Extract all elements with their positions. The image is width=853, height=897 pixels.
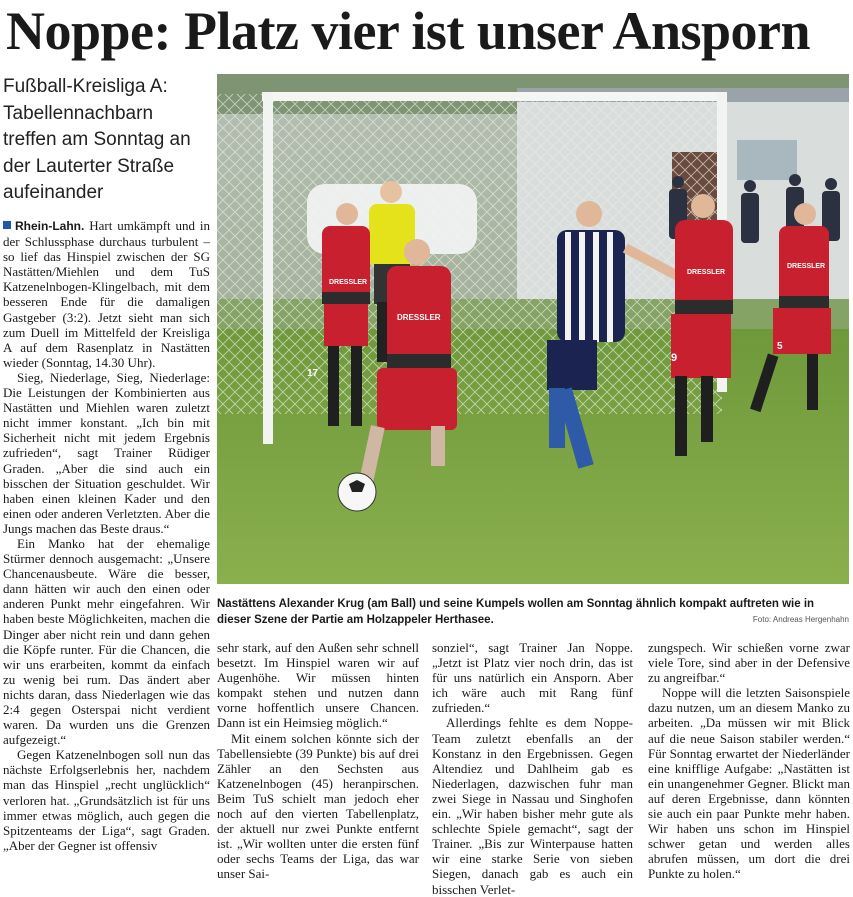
blue-square-icon bbox=[3, 221, 11, 229]
dateline: Rhein-Lahn. bbox=[3, 219, 84, 233]
svg-text:DRESSLER: DRESSLER bbox=[787, 263, 826, 270]
photo-credit: Foto: Andreas Hergenhahn bbox=[752, 615, 849, 624]
paragraph: Sieg, Niederlage, Sieg, Niederlage: Die Leistungen der Kombinierten aus Nastätten und Miehlen waren zuletzt nicht immer konstant. „Ich bin mit Sicherheit nicht mit jedem Ergebnis zufrieden“, sagt Trainer Rüdiger Graden. „Aber die sind auch ein bisschen der Situation geschuldet. Wir haben einen kleinen Kader und den einen oder anderen Verletzten. Aber die Jungs machen das Beste draus.“ bbox=[3, 369, 210, 536]
photo-caption: Nastättens Alexander Krug (am Ball) und seine Kumpels wollen am Sonntag ähnlich kompakt auftreten wie in dieser Szene der Partie am Holzappeler Herthasee. Foto: Andreas Hergenhahn bbox=[217, 598, 849, 626]
article-column-1 bbox=[3, 218, 210, 853]
paragraph: Noppe will die letzten Saisonspiele dazu nutzen, um an diesem Manko zu arbeiten. „Da müssen wir mit Blick auf die neue Saison stabiler werden.“ Für Sonntag erwartet der Niederländer eine knifflige Aufgabe: „Nastätten ist ein unangenehmer Gegner. Blickt man auf deren Ergebnisse, dann könnten sie auch ein paar Punkte mehr haben. Wir haben uns schon im Hinspiel schwer getan und werden alles abrufen müssen, um dort die drei Punkte zu holen.“ bbox=[648, 685, 850, 882]
paragraph: sonziel“, sagt Trainer Jan Noppe. „Jetzt ist Platz vier noch drin, das ist für uns natürlich ein Ansporn. Aber ich wäre auch mit Rang fünf zufrieden.“ bbox=[432, 640, 633, 716]
paragraph: zungspech. Wir schießen vorne zwar viele Tore, sind aber in der Defensive zu angreifbar.“ bbox=[648, 640, 850, 686]
paragraph: Ein Manko hat der ehemalige Stürmer dennoch ausgemacht: „Unsere Chancenausbeute. Wäre die besser, dann hätten wir auch den einen oder anderen Punkt mehr eingefahren. Wir haben beste Möglichkeiten, machen die Dinger aber nicht rein und dann gehen die Köpfe runter. Für die Chancen, die wir uns erarbeiten, kommt da einfach zu wenig bei rum. Das ändert aber nichts daran, dass Niederlagen wie das 2:4 gegen Osterspai nicht verdient waren. Da wurden uns die Grenzen aufgezeigt.“ bbox=[3, 535, 210, 748]
article-column-3 bbox=[432, 640, 633, 897]
jersey-sponsor: DRESSLER bbox=[329, 279, 368, 286]
paragraph: sehr stark, auf den Außen sehr schnell besetzt. Im Hinspiel waren wir auf Augenhöhe. Wir müssen hinten kompakt stehen und nutzen dann vorne hoffentlich unsere Chancen. Dann ist ein Heimsieg möglich.“ bbox=[217, 640, 419, 731]
paragraph: Allerdings fehlte es dem Noppe-Team zuletzt ebenfalls an der Konstanz in den Ergebnissen. Gegen Altendiez und Dahlheim gab es Niederlagen, dazwischen fuhr man zwei Siege in Nassau und Singhofen ein. „Wir haben bisher mehr gute als schlechte Spiele gemacht“, sagt der Trainer. „Bis zur Winterpause hatten wir eine starke Serie von sieben Siegen, danach gab es auch ein bisschen Verlet- bbox=[432, 715, 633, 897]
article-headline: Noppe: Platz vier ist unser Ansporn bbox=[6, 1, 811, 61]
svg-text:DRESSLER: DRESSLER bbox=[687, 269, 726, 276]
article-column-4 bbox=[648, 640, 850, 882]
jersey-number: 5 bbox=[777, 341, 783, 352]
paragraph: Mit einem solchen könnte sich der Tabellensiebte (39 Punkte) bis auf drei Zähler an den Sechsten aus Katzenelnbogen (45) heranpirschen. Beim TuS schielt man jedoch eher noch auf den vierten Tabellenplatz, der aktuell nur zwei Punkte entfernt ist. „Wir wollten unter die ersten fünf oder sechs Teams der Liga, das war unser Sai- bbox=[217, 730, 419, 882]
article-column-2 bbox=[217, 640, 419, 882]
svg-text:DRESSLER: DRESSLER bbox=[397, 313, 441, 322]
paragraph: Gegen Katzenelnbogen soll nun das nächste Erfolgserlebnis her, nachdem man das Hinspiel „recht unglücklich“ verloren hat. „Grundsätzlich ist für uns immer etwas möglich, auch gegen die Spitzenteams der Liga“, sagt Graden. „Aber der Gegner ist offensiv bbox=[3, 747, 210, 853]
jersey-number: 9 bbox=[671, 352, 678, 364]
match-photo bbox=[217, 74, 849, 584]
jersey-number: 17 bbox=[307, 368, 319, 379]
paragraph: Rhein-Lahn. Hart umkämpft und in der Schlussphase durchaus turbulent – so lief das Hinspiel zwischen der SG Nastätten/Miehlen und dem TuS Katzenelnbogen-Klingelbach, mit dem besseren Ende für die damaligen Gastgeber (3:2). Jetzt sieht man sich zum Duell im Mittelfeld der Kreisliga A auf dem Rasenplatz in Nastätten wieder (Sonntag, 14.30 Uhr). bbox=[3, 218, 211, 370]
article-subheadline: Fußball-Kreisliga A: Tabellennachbarn treffen am Sonntag an der Lauterter Straße aufeinander bbox=[3, 76, 191, 203]
